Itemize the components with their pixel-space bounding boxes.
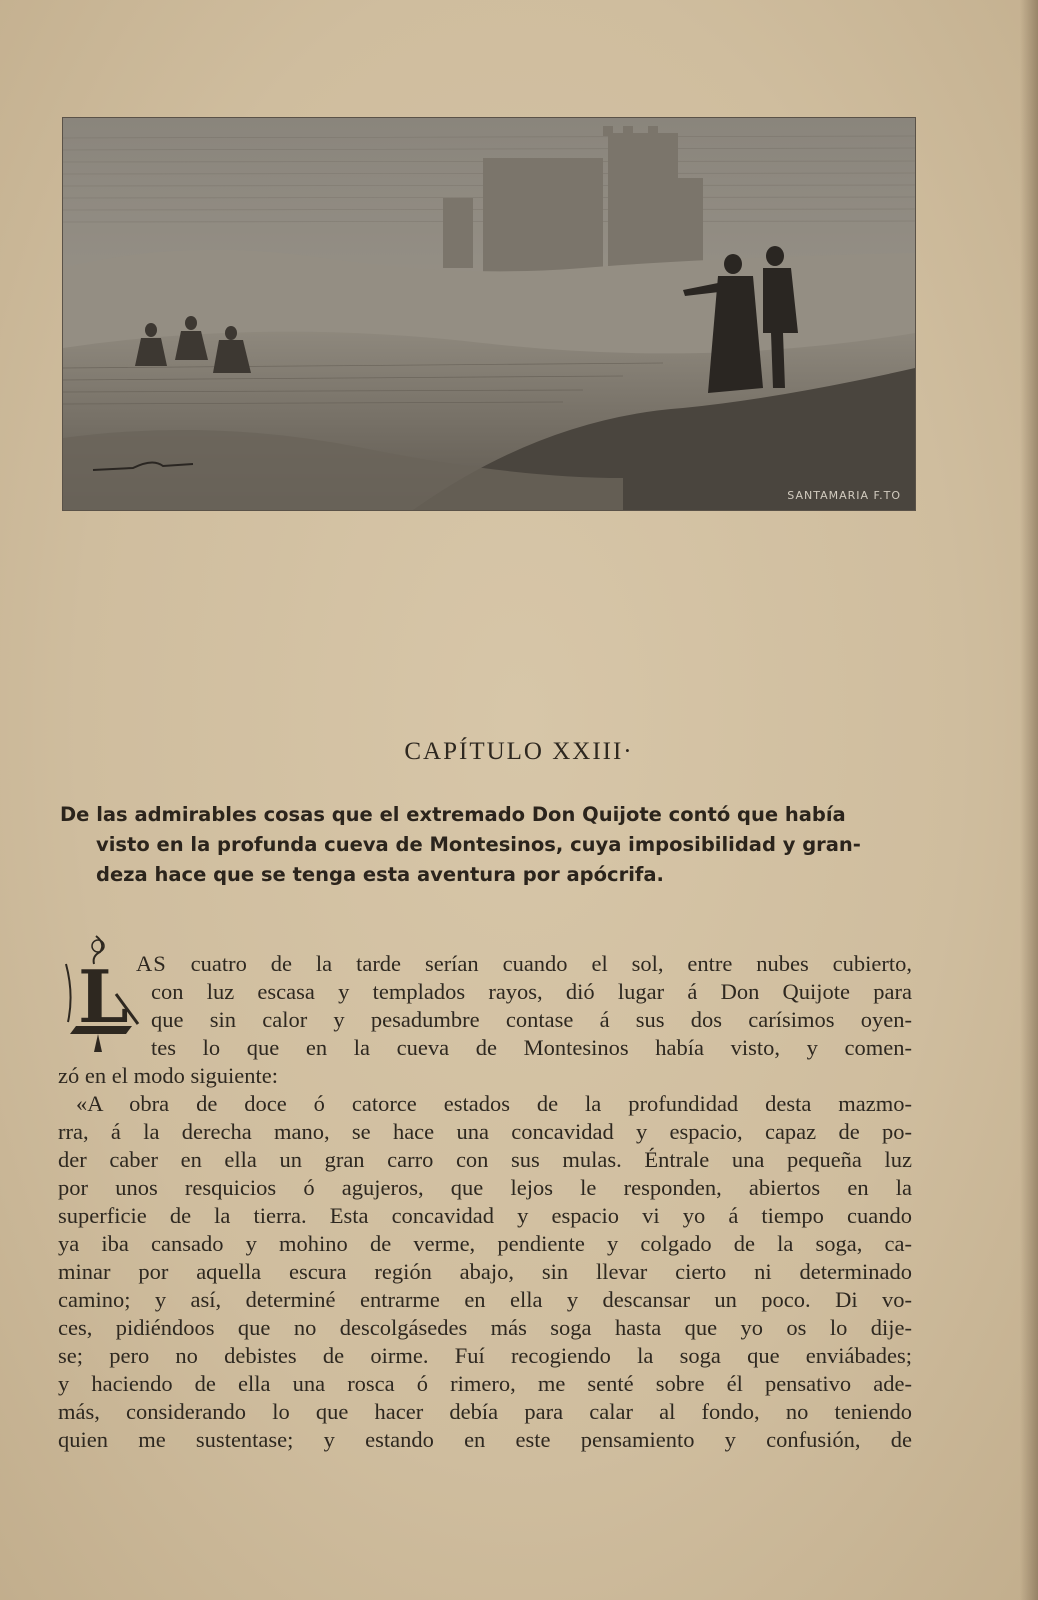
text-line: rra, á la derecha mano, se hace una concavidad y espacio, capaz de po- <box>58 1119 912 1144</box>
chapter-title: CAPÍTULO XXIII· <box>404 738 634 765</box>
text-line: «A obra de doce ó catorce estados de la profundidad desta mazmo- <box>76 1091 912 1116</box>
summary-line: deza hace que se tenga esta aventura por apócrifa. <box>96 863 664 886</box>
text-line: por unos resquicios ó agujeros, que lejos le responden, abiertos en la <box>58 1175 912 1200</box>
text-line: zó en el modo siguiente: <box>58 1063 278 1088</box>
chapter-summary <box>60 800 950 890</box>
text-line: minar por aquella escura región abajo, sin llevar cierto ni determinado <box>58 1259 912 1284</box>
text-line: superficie de la tierra. Esta concavidad y espacio vi yo á tiempo cuando <box>58 1203 912 1228</box>
first-word-rest: AS <box>136 951 167 976</box>
text-line: que sin calor y pesadumbre contase á sus dos carísimos oyen- <box>151 1007 912 1032</box>
landscape-engraving <box>63 118 915 510</box>
text-line-content: cuatro de la tarde serían cuando el sol, entre nubes cubierto, <box>190 951 912 976</box>
text-line: con luz escasa y templados rayos, dió lugar á Don Quijote para <box>151 979 912 1004</box>
text-line: y haciendo de ella una rosca ó rimero, me senté sobre él pensativo ade- <box>58 1371 912 1396</box>
summary-line: De las admirables cosas que el extremado Don Quijote contó que había <box>60 803 846 826</box>
body-text <box>58 950 912 1454</box>
engraving-illustration <box>62 117 916 511</box>
page-edge-shadow <box>1020 0 1038 1600</box>
text-line <box>58 950 912 978</box>
text-line: camino; y así, determiné entrarme en ella y descansar un poco. Di vo- <box>58 1287 912 1312</box>
engraver-credit: SANTAMARIA F.TO <box>787 489 901 502</box>
svg-text:L: L <box>78 954 129 1039</box>
text-line: tes lo que en la cueva de Montesinos había visto, y comen- <box>151 1035 912 1060</box>
text-line: quien me sustentase; y estando en este pensamiento y confusión, de <box>58 1427 912 1452</box>
text-line: der caber en ella un gran carro con sus mulas. Éntrale una pequeña luz <box>58 1147 912 1172</box>
text-line: más, considerando lo que hacer debía para calar al fondo, no teniendo <box>58 1399 912 1424</box>
text-line: ya iba cansado y mohino de verme, pendiente y colgado de la soga, ca- <box>58 1231 912 1256</box>
text-line: se; pero no debistes de oirme. Fuí recogiendo la soga que enviábades; <box>58 1343 912 1368</box>
summary-line: visto en la profunda cueva de Montesinos, cuya imposibilidad y gran- <box>96 833 861 856</box>
text-line: ces, pidiéndoos que no descolgásedes más soga hasta que yo os lo dije- <box>58 1315 912 1340</box>
